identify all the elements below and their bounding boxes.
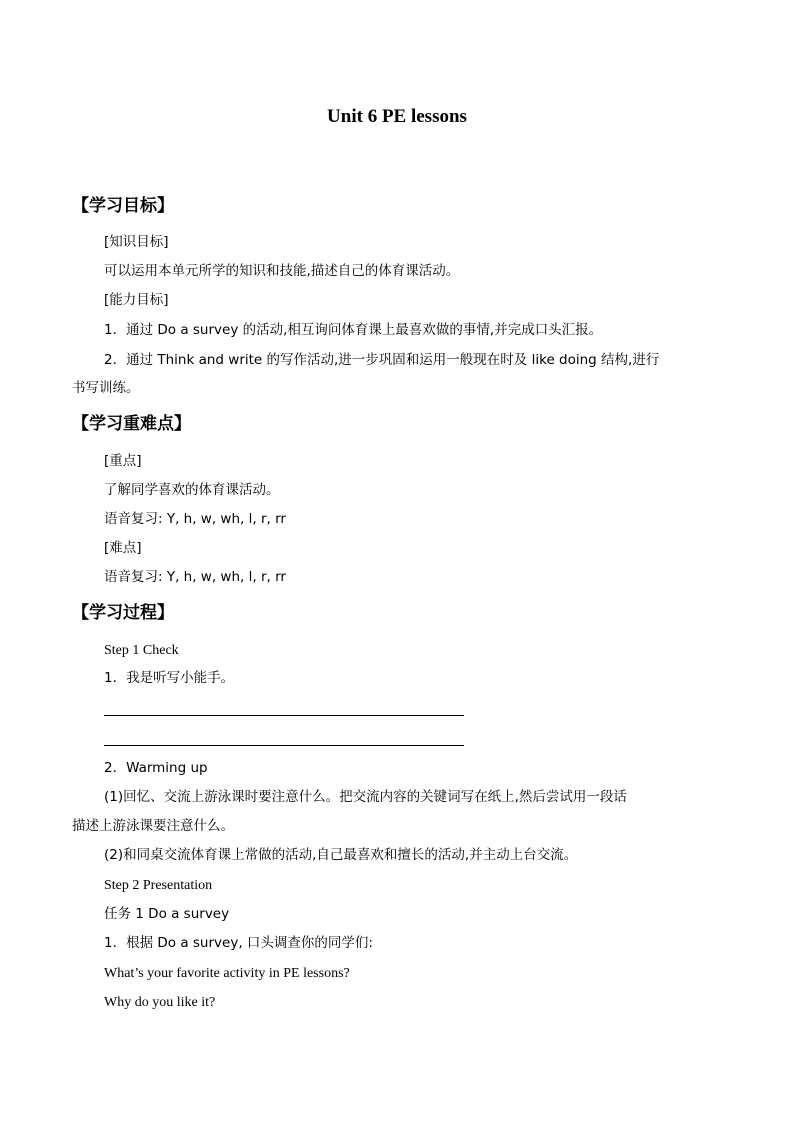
task-1-item-1: 1．根据 Do a survey, 口头调查你的同学们: <box>104 935 373 951</box>
warming-up-item-1-cont: 描述上游泳课要注意什么。 <box>72 818 234 834</box>
step-2-heading: Step 2 Presentation <box>104 878 213 893</box>
difficult-point-phonics: 语音复习: Y, h, w, wh, l, r, rr <box>104 569 286 585</box>
knowledge-goal-label: [知识目标] <box>104 234 169 250</box>
ability-goal-item-1: 1．通过 Do a survey 的活动,相互询问体育课上最喜欢做的事情,并完成口头汇报。 <box>104 322 603 338</box>
step-1-item-1: 1．我是听写小能手。 <box>104 670 235 686</box>
dictation-answer-line-1 <box>104 715 464 716</box>
dictation-answer-line-2 <box>104 745 464 746</box>
difficult-point-label: [难点] <box>104 540 142 556</box>
step-1-heading: Step 1 Check <box>104 643 179 658</box>
ability-goal-item-2: 2．通过 Think and write 的写作活动,进一步巩固和运用一般现在时及 like doing 结构,进行 <box>104 352 660 368</box>
ability-goal-item-2-cont: 书写训练。 <box>72 380 140 396</box>
step-1-item-2: 2．Warming up <box>104 760 208 776</box>
key-point-phonics: 语音复习: Y, h, w, wh, l, r, rr <box>104 511 286 527</box>
key-point-label: [重点] <box>104 453 142 469</box>
section-heading-key-points: 【学习重难点】 <box>72 414 191 434</box>
task-1-heading: 任务 1 Do a survey <box>104 906 230 922</box>
survey-question-1: What’s your favorite activity in PE lessons? <box>104 966 350 981</box>
page-title: Unit 6 PE lessons <box>327 106 467 127</box>
section-heading-process: 【学习过程】 <box>72 603 174 623</box>
key-point-text: 了解同学喜欢的体育课活动。 <box>104 482 280 498</box>
warming-up-item-2: (2)和同桌交流体育课上常做的活动,自己最喜欢和擅长的活动,并主动上台交流。 <box>104 847 578 863</box>
knowledge-goal-text: 可以运用本单元所学的知识和技能,描述自己的体育课活动。 <box>104 263 460 279</box>
section-heading-goals: 【学习目标】 <box>72 196 174 216</box>
survey-question-2: Why do you like it? <box>104 995 216 1010</box>
warming-up-item-1: (1)回忆、交流上游泳课时要注意什么。把交流内容的关键词写在纸上,然后尝试用一段话 <box>104 789 627 805</box>
ability-goal-label: [能力目标] <box>104 292 169 308</box>
